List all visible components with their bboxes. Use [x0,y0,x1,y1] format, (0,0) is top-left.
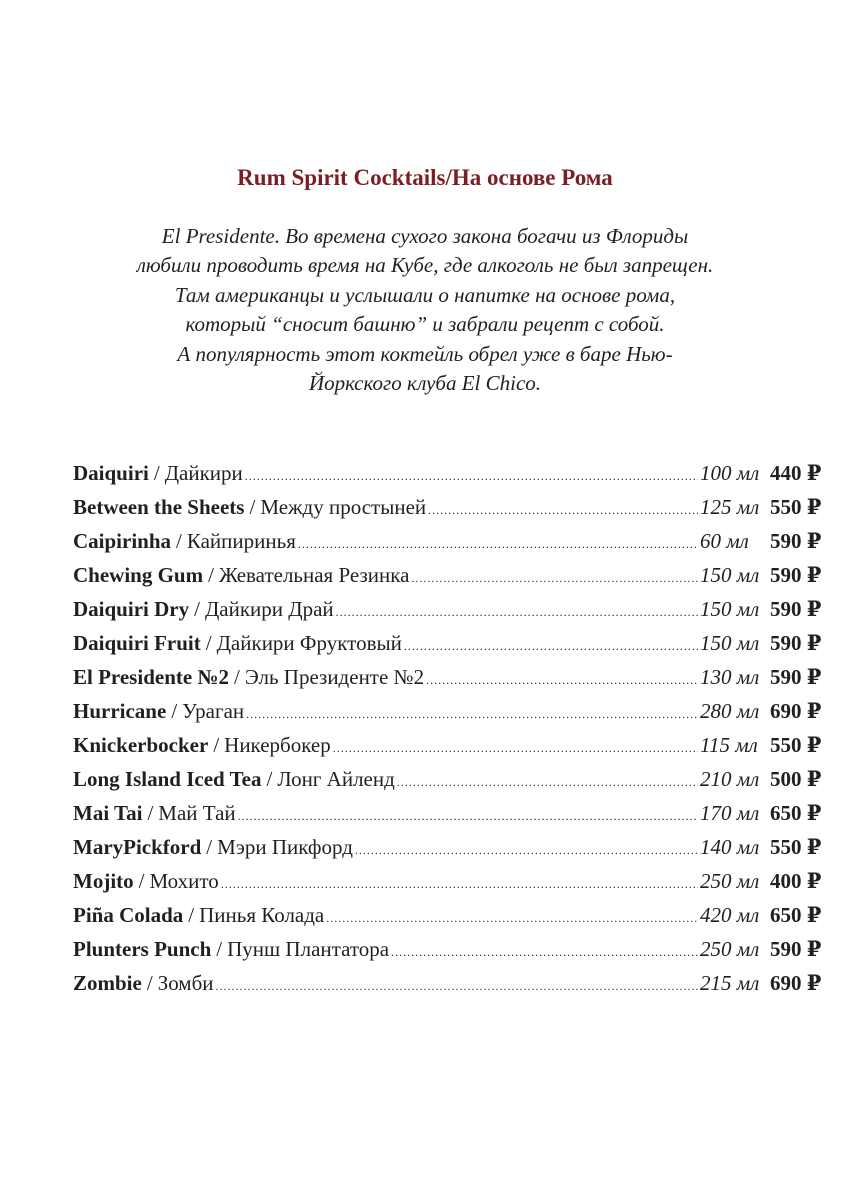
item-price: 550 ₽ [770,495,822,519]
dot-leader [246,697,698,731]
item-name-en: Piña Colada [73,903,184,927]
item-name [73,864,700,901]
item-name-ru: Кайпиринья [186,529,296,553]
item-price: 590 ₽ [770,563,822,587]
item-separator: / [138,869,145,893]
dot-leader [426,663,698,697]
item-name [73,558,700,595]
item-price: 440 ₽ [770,461,822,485]
item-price: 690 ₽ [770,699,822,723]
item-volume: 115 мл [700,733,758,757]
menu-item [73,456,822,490]
item-separator: / [213,733,220,757]
item-name-en: Daiquiri Dry [73,597,190,621]
item-name-ru: Пунш Плантатора [227,937,390,961]
item-volume: 420 мл [700,903,760,927]
item-volume: 150 мл [700,597,760,621]
item-name [73,728,700,765]
item-volume: 170 мл [700,801,760,825]
item-price: 550 ₽ [770,733,822,757]
item-name-en: Chewing Gum [73,563,204,587]
menu-item [73,592,822,626]
menu-item [73,932,822,966]
item-name [73,762,700,799]
item-name-en: El Presidente №2 [73,665,230,689]
intro-line: любили проводить время на Кубе, где алкоголь не был запрещен. [136,253,714,278]
item-name-ru: Мэри Пикфорд [217,835,353,859]
menu-item [73,864,822,898]
item-name-ru: Зомби [157,971,214,995]
dot-leader [397,765,698,799]
item-price: 590 ₽ [770,665,822,689]
item-separator: / [171,699,178,723]
item-price: 590 ₽ [770,597,822,621]
item-name-ru: Май Тай [158,801,236,825]
dot-leader [404,629,698,663]
menu-item [73,558,822,592]
item-name-en: Caipirinha [73,529,172,553]
item-separator: / [205,631,212,655]
menu-item [73,660,822,694]
intro-line: El Presidente. Во времена сухого закона богачи из Флориды [161,224,689,248]
item-separator: / [266,767,273,791]
item-name-en: Mai Tai [73,801,143,825]
dot-leader [221,867,698,901]
item-separator: / [194,597,200,621]
item-price: 590 ₽ [770,529,822,553]
item-name [73,966,700,1003]
item-name-ru: Никербокер [224,733,331,757]
item-name-ru: Между простыней [260,495,427,519]
item-separator: / [234,665,240,689]
item-price: 550 ₽ [770,835,822,859]
item-volume: 215 мл [700,971,760,995]
item-separator: / [176,529,182,553]
dot-leader [298,527,698,561]
menu-item [73,626,822,660]
item-name-ru: Пинья Колада [199,903,325,927]
item-volume: 250 мл [700,937,760,961]
item-price: 690 ₽ [770,971,822,995]
item-volume: 250 мл [700,869,760,893]
item-name-en: Between the Sheets [73,495,245,519]
item-name-ru: Дайкири Драй [204,597,334,621]
item-volume: 100 мл [700,461,760,485]
item-name [73,796,700,833]
dot-leader [428,493,698,527]
item-name-ru: Эль Президенте №2 [244,665,425,689]
intro-line: Йоркского клуба El Chico. [308,371,542,396]
intro-text [0,222,850,398]
dot-leader [355,833,698,867]
item-volume: 60 мл [700,529,749,553]
item-price: 650 ₽ [770,801,822,825]
item-volume: 280 мл [700,699,760,723]
item-price: 650 ₽ [770,903,822,927]
menu-item [73,830,822,864]
intro-line: А популярность этот коктейль обрел уже в баре Нью- [177,341,673,366]
item-volume: 210 мл [700,767,760,791]
page-title: Rum Spirit Cocktails/На основе Рома [237,165,613,190]
menu-item [73,694,822,728]
item-separator: / [216,937,223,961]
menu-list [73,456,822,1000]
item-name [73,456,700,493]
dot-leader [336,595,698,629]
item-name [73,932,700,969]
item-name-en: Daiquiri [73,461,149,485]
item-separator: / [188,903,195,927]
item-name-en: Plunters Punch [73,937,212,961]
item-volume: 125 мл [700,495,760,519]
item-name-ru: Мохито [149,869,219,893]
item-separator: / [153,461,160,485]
item-separator: / [249,495,256,519]
dot-leader [411,561,698,595]
item-name [73,660,700,697]
menu-item [73,490,822,524]
menu-item [73,524,822,558]
item-name-ru: Дайкири [164,461,243,485]
item-name-en: MaryPickford [73,835,202,859]
item-name-en: Knickerbocker [73,733,209,757]
item-name [73,592,700,629]
item-name-ru: Жевательная Резинка [218,563,410,587]
item-name-ru: Лонг Айленд [277,767,395,791]
item-separator: / [206,835,213,859]
item-name [73,626,700,663]
dot-leader [391,935,698,969]
item-name-en: Daiquiri Fruit [73,631,201,655]
dot-leader [333,731,698,765]
dot-leader [216,969,698,1003]
item-price: 500 ₽ [770,767,822,791]
item-name-en: Zombie [73,971,142,995]
item-name [73,830,700,867]
item-volume: 140 мл [700,835,760,859]
menu-item [73,898,822,932]
item-price: 590 ₽ [770,631,822,655]
item-separator: / [147,801,154,825]
menu-item [73,762,822,796]
item-price: 400 ₽ [770,869,822,893]
item-name [73,490,700,527]
dot-leader [238,799,698,833]
item-price: 590 ₽ [770,937,822,961]
item-name-ru: Дайкири Фруктовый [216,631,402,655]
item-volume: 130 мл [700,665,760,689]
item-volume: 150 мл [700,563,760,587]
item-name-en: Mojito [73,869,134,893]
item-name [73,524,700,561]
item-name-en: Hurricane [73,699,167,723]
dot-leader [326,901,698,935]
item-separator: / [208,563,214,587]
dot-leader [245,459,698,493]
item-volume: 150 мл [700,631,760,655]
item-name [73,694,700,731]
item-name [73,898,700,935]
menu-item [73,966,822,1000]
menu-item [73,728,822,762]
intro-line: Там американцы и услышали о напитке на основе рома, [174,282,676,307]
item-separator: / [146,971,153,995]
item-name-ru: Ураган [182,699,245,723]
intro-line: который “сносит башню” и забрали рецепт с собой. [185,312,665,337]
menu-item [73,796,822,830]
item-name-en: Long Island Iced Tea [73,767,262,791]
